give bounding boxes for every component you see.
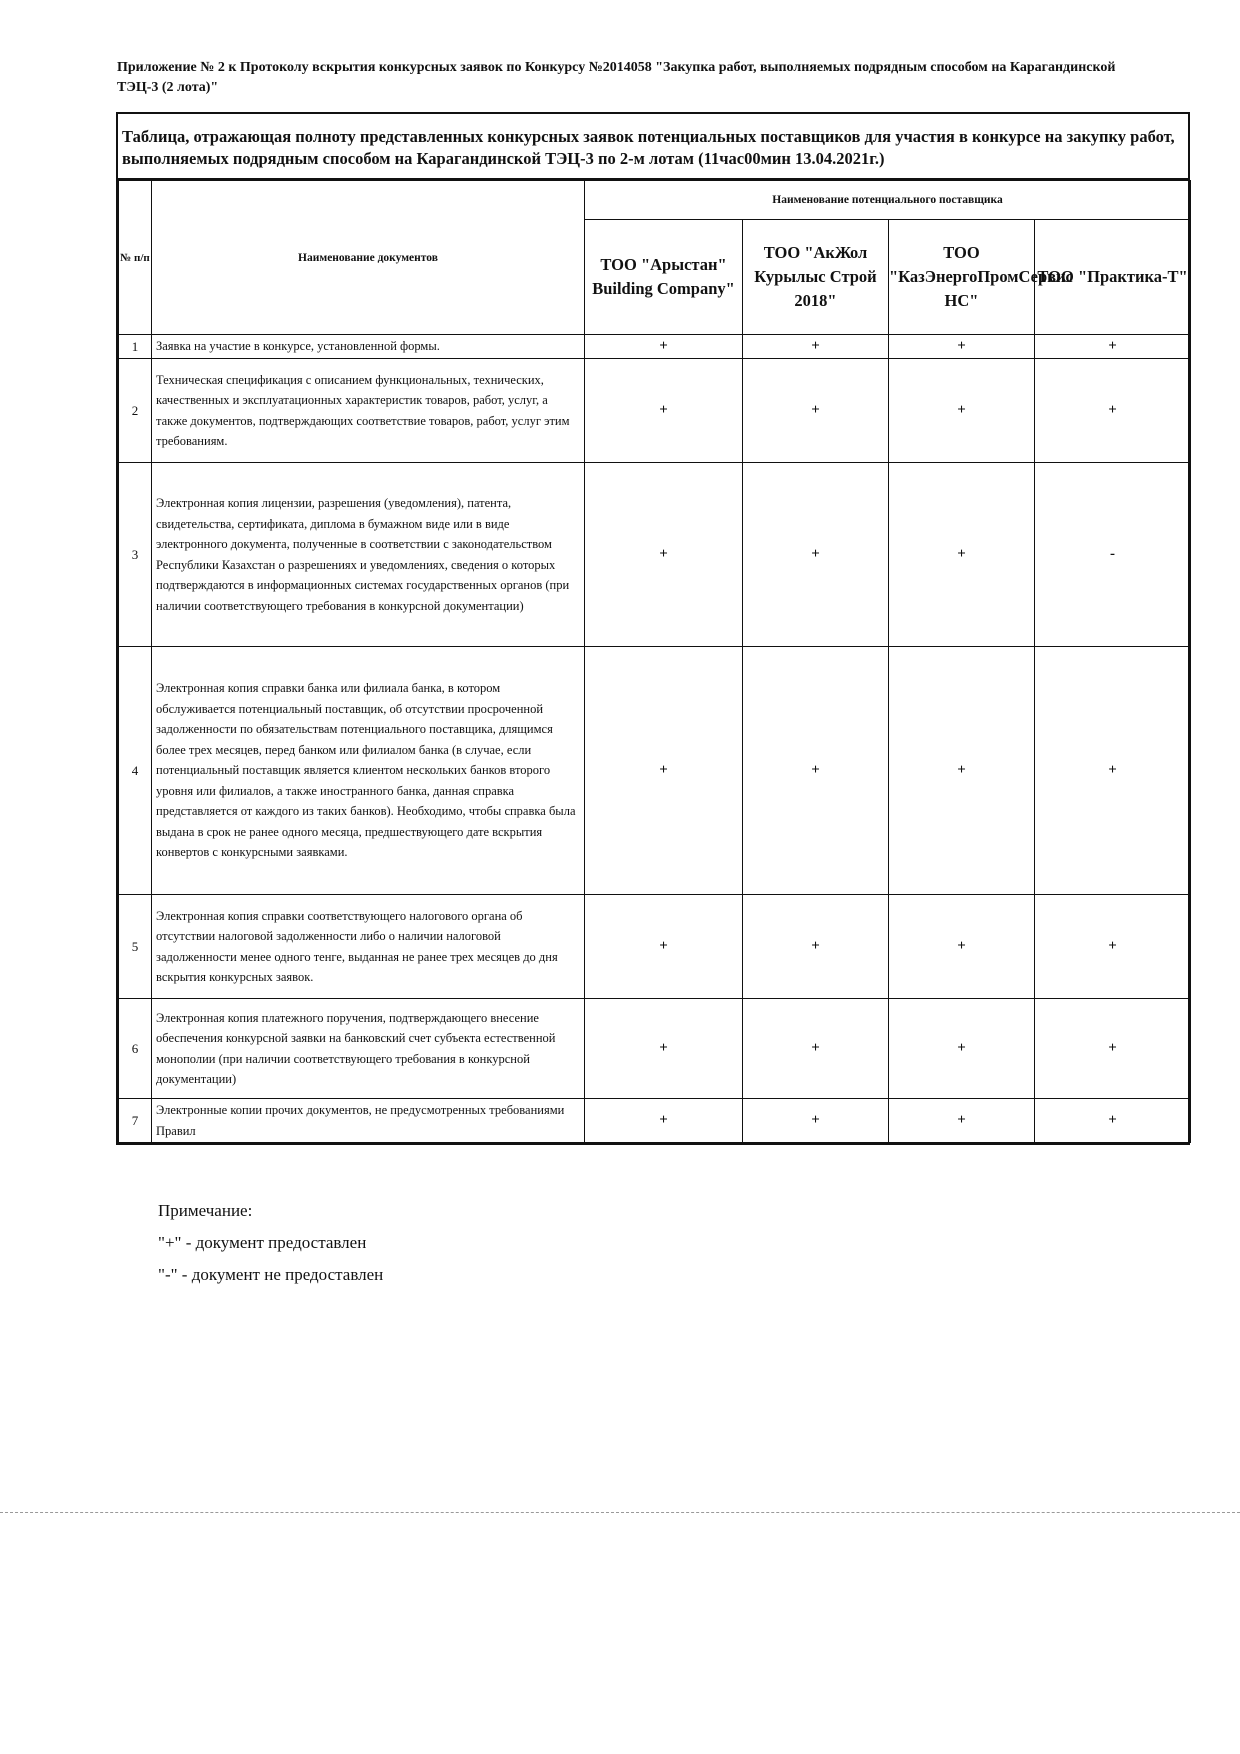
mark-cell: + [743,999,889,1099]
table-row [119,895,1191,999]
mark-cell: + [1035,1099,1191,1143]
completeness-table-block [116,112,1190,1145]
mark-cell: + [585,647,743,895]
document-name: Заявка на участие в конкурсе, установленной формы. [152,335,585,359]
scan-artifact-line [0,1512,1240,1513]
note-minus: "-" - документ не предоставлен [158,1265,384,1284]
row-number: 2 [119,359,152,463]
document-name: Электронная копия справки банка или филиала банка, в котором обслуживается потенциальный поставщик, об отсутствии просроченной задолженности по обязательствам потенциального поставщика, длящимся более трех месяцев, перед банком или филиалом банка (в случае, если потенциальный поставщик является клиентом нескольких банков второго уровня или филиалов, а также иностранного банка, данная справка представляется от каждого из таких банков). Необходимо, чтобы справка была выдана в срок не ранее одного месяца, предшествующего дате вскрытия конвертов с конкурсными заявками. [152,647,585,895]
mark-cell: + [1035,999,1191,1099]
mark-cell: + [743,1099,889,1143]
mark-cell: + [889,359,1035,463]
row-number: 4 [119,647,152,895]
table-row [119,647,1191,895]
mark-cell: + [585,359,743,463]
mark-cell: + [585,1099,743,1143]
notes-block [158,1195,383,1291]
mark-cell: + [743,647,889,895]
col-header-supplier-group: Наименование потенциального поставщика [585,181,1191,220]
header-row-1 [119,181,1191,220]
mark-cell: + [889,1099,1035,1143]
mark-cell: + [585,335,743,359]
mark-cell: + [743,463,889,647]
mark-cell: + [1035,335,1191,359]
mark-cell: + [889,335,1035,359]
supplier-header-arystan: ТОО "Арыстан" Building Company" [585,220,743,335]
mark-cell: + [889,895,1035,999]
row-number: 3 [119,463,152,647]
note-plus: "+" - документ предоставлен [158,1233,367,1252]
mark-cell: + [889,647,1035,895]
document-name: Электронная копия лицензии, разрешения (уведомления), патента, свидетельства, сертификата, диплома в бумажном виде или в виде электронного документа, полученные в соответствии с законодательством Республики Казахстан о разрешениях и уведомлениях, сведения о которых подтверждаются в информационных системах государственных органов (при наличии соответствующего требования в конкурсной документации) [152,463,585,647]
mark-cell: + [889,463,1035,647]
table-title: Таблица, отражающая полноту представленных конкурсных заявок потенциальных поставщиков для участия в конкурсе на закупку работ, выполняемых подрядным способом на Карагандинской ТЭЦ-3 по 2-м лотам (11час00мин 13.04.2021г.) [118,114,1188,180]
completeness-table [118,180,1191,1143]
supplier-header-akzhol: ТОО "АкЖол Курылыс Строй 2018" [743,220,889,335]
mark-cell: + [585,895,743,999]
mark-cell: + [743,895,889,999]
table-row [119,359,1191,463]
row-number: 5 [119,895,152,999]
document-name: Электронные копии прочих документов, не предусмотренных требованиями Правил [152,1099,585,1143]
table-row [119,463,1191,647]
mark-cell: + [585,999,743,1099]
document-name: Электронная копия справки соответствующего налогового органа об отсутствии налоговой задолженности либо о наличии налоговой задолженности менее одного тенге, выданная не ранее трех месяцев до дня вскрытия конкурсных заявок. [152,895,585,999]
row-number: 6 [119,999,152,1099]
row-number: 1 [119,335,152,359]
mark-cell: + [1035,895,1191,999]
mark-cell: + [743,335,889,359]
mark-cell: - [1035,463,1191,647]
supplier-header-kazenergo: ТОО "КазЭнергоПромСервис НС" [889,220,1035,335]
document-name: Электронная копия платежного поручения, подтверждающего внесение обеспечения конкурсной заявки на банковский счет субъекта естественной монополии (при наличии соответствующего требования в конкурсной документации) [152,999,585,1099]
row-number: 7 [119,1099,152,1143]
mark-cell: + [1035,359,1191,463]
supplier-header-praktika: ТОО "Практика-Т" [1035,220,1191,335]
mark-cell: + [889,999,1035,1099]
table-row [119,999,1191,1099]
mark-cell: + [1035,647,1191,895]
col-header-number: № п/п [119,181,152,335]
mark-cell: + [743,359,889,463]
table-row [119,1099,1191,1143]
col-header-documents: Наименование документов [152,181,585,335]
document-name: Техническая спецификация с описанием функциональных, технических, качественных и эксплуатационных характеристик товаров, работ, услуг, а также документов, подтверждающих соответствие товаров, работ, услуг этим требованиям. [152,359,585,463]
table-row [119,335,1191,359]
mark-cell: + [585,463,743,647]
document-header: Приложение № 2 к Протоколу вскрытия конкурсных заявок по Конкурсу №2014058 "Закупка работ, выполняемых подрядным способом на Карагандинской ТЭЦ-3 (2 лота)" [117,60,1116,95]
notes-title: Примечание: [158,1201,253,1220]
